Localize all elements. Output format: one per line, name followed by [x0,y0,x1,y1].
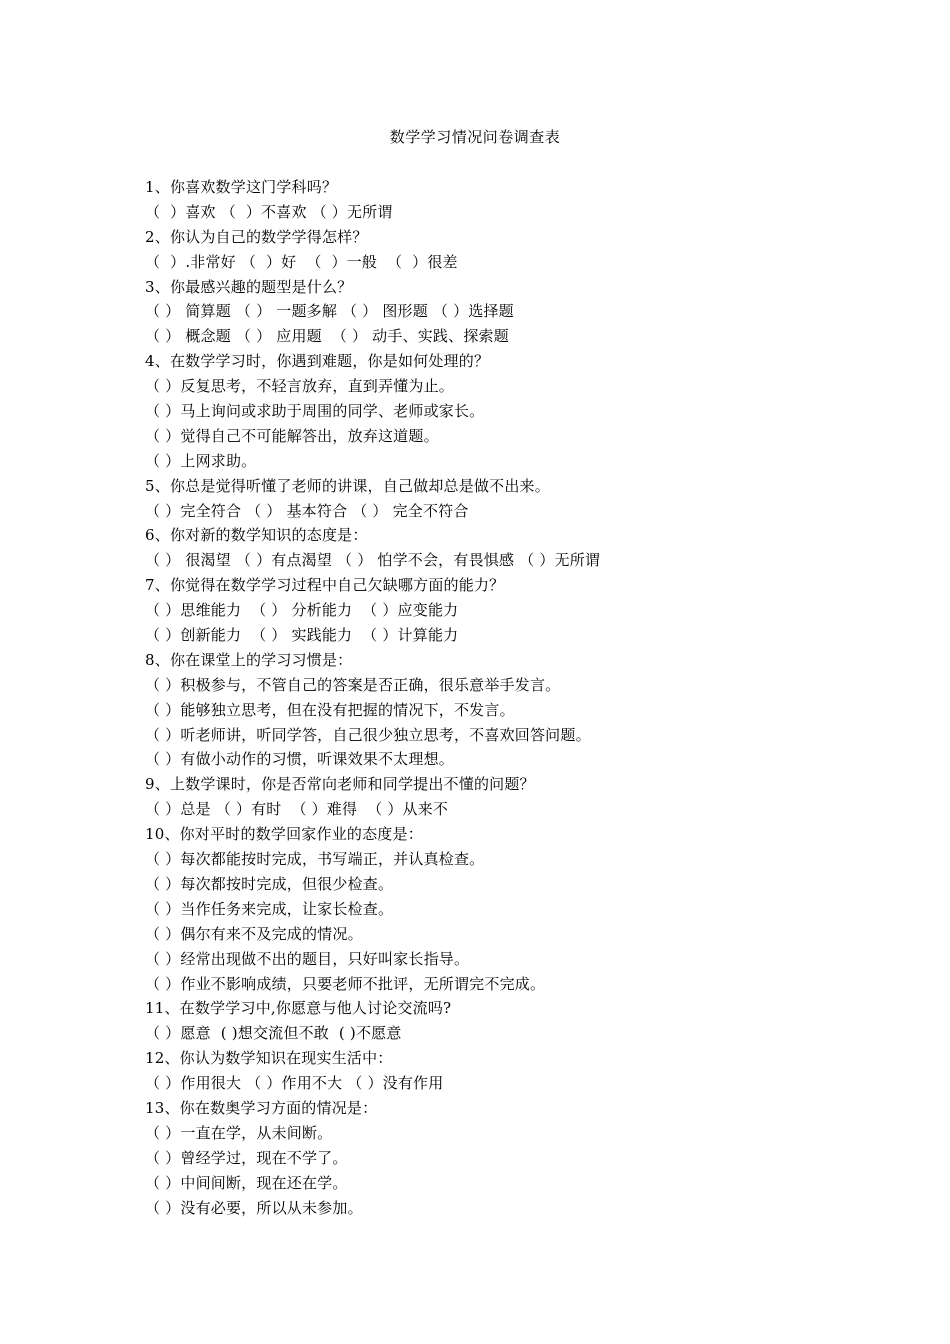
question-3: 3、你最感兴趣的题型是什么？ [145,277,353,296]
option-10d: （ ）偶尔有来不及完成的情况。 [145,924,363,943]
option-4d: （ ）上网求助。 [145,451,257,470]
option-10a: （ ）每次都能按时完成，书写端正，并认真检查。 [145,850,485,869]
option-13c: （ ）中间间断，现在还在学。 [145,1173,348,1192]
option-10f: （ ）作业不影响成绩，只要老师不批评，无所谓完不完成。 [145,974,546,993]
question-8: 8、你在课堂上的学习习惯是： [145,650,353,669]
options-12: （ ）作用很大 （ ）作用不大 （ ）没有作用 [145,1074,444,1093]
question-5: 5、你总是觉得听懂了老师的讲课，自己做却总是做不出来。 [145,476,550,495]
question-10: 10、你对平时的数学回家作业的态度是： [145,825,423,844]
question-13: 13、你在数奥学习方面的情况是： [145,1098,378,1117]
option-10b: （ ）每次都按时完成，但很少检查。 [145,874,394,893]
option-10e: （ ）经常出现做不出的题目，只好叫家长指导。 [145,949,470,968]
options-9: （ ）总是 （ ）有时 （ ）难得 （ ）从来不 [145,800,449,819]
options-7b: （ ）创新能力 （ ） 实践能力 （ ）计算能力 [145,626,459,645]
options-5: （ ）完全符合 （ ） 基本符合 （ ） 完全不符合 [145,501,469,520]
options-7a: （ ）思维能力 （ ） 分析能力 （ ）应变能力 [145,601,459,620]
option-8a: （ ）积极参与，不管自己的答案是否正确，很乐意举手发言。 [145,675,561,694]
options-3a: （ ） 简算题 （ ） 一题多解 （ ） 图形题 （ ）选择题 [145,302,514,321]
option-4c: （ ）觉得自己不可能解答出，放弃这道题。 [145,426,439,445]
questionnaire-body [145,175,845,1220]
question-12: 12、你认为数学知识在现实生活中： [145,1049,393,1068]
question-2: 2、你认为自己的数学学得怎样？ [145,227,368,246]
question-1: 1、你喜欢数学这门学科吗？ [145,178,338,196]
option-4b: （ ）马上询问或求助于周围的同学、老师或家长。 [145,402,485,421]
option-13b: （ ）曾经学过，现在不学了。 [145,1148,348,1167]
option-13d: （ ）没有必要，所以从未参加。 [145,1198,363,1217]
options-11: （ ）愿意 ( )想交流但不敢 ( )不愿意 [145,1024,402,1043]
question-6: 6、你对新的数学知识的态度是： [145,526,368,545]
options-6: （ ） 很渴望 （ ）有点渴望 （ ） 怕学不会，有畏惧感 （ ）无所谓 [145,551,601,570]
options-3b: （ ） 概念题 （ ） 应用题 （ ） 动手、实践、探索题 [145,327,509,346]
question-11: 11、在数学学习中,你愿意与他人讨论交流吗? [145,999,452,1018]
option-4a: （ ）反复思考，不轻言放弃，直到弄懂为止。 [145,377,454,396]
options-1: （ ）喜欢 （ ）不喜欢 （ ）无所谓 [145,202,393,221]
question-4: 4、在数学学习时，你遇到难题，你是如何处理的？ [145,352,490,371]
option-10c: （ ）当作任务来完成，让家长检查。 [145,899,394,918]
option-13a: （ ）一直在学，从未间断。 [145,1123,333,1142]
option-8c: （ ）听老师讲，听同学答，自己很少独立思考，不喜欢回答问题。 [145,725,591,744]
options-2: （ ）.非常好 （ ）好 （ ）一般 （ ）很差 [145,252,458,271]
option-8d: （ ）有做小动作的习惯，听课效果不太理想。 [145,750,454,769]
option-8b: （ ）能够独立思考，但在没有把握的情况下，不发言。 [145,700,515,719]
question-7: 7、你觉得在数学学习过程中自己欠缺哪方面的能力？ [145,576,505,595]
question-9: 9、上数学课时，你是否常向老师和同学提出不懂的问题？ [145,775,535,794]
page-title: 数学学习情况问卷调查表 [389,128,561,146]
